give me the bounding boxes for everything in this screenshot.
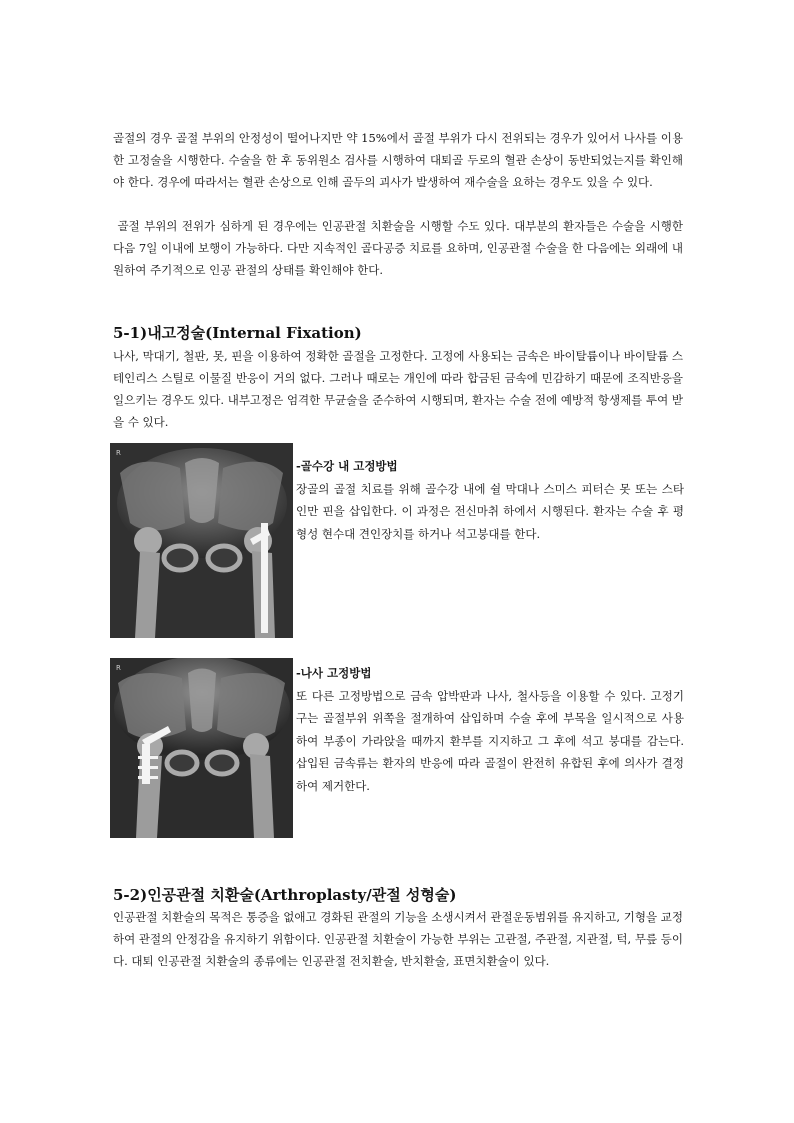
method-2-subtitle: -나사 고정방법 (296, 666, 372, 680)
intro-paragraph-2: 골절 부위의 전위가 심하게 된 경우에는 인공관절 치환술을 시행할 수도 있다. 대부분의 환자들은 수술을 시행한 다음 7일 이내에 보행이 가능하다. 다만 지속적인 골다공증 치료를 요하며, 인공관절 수술을 한 다음에는 외래에 내원하여 주기적으로 인공 관절의 상태를 확인해야 한다. (113, 219, 687, 277)
method-2-text: 또 다른 고정방법으로 금속 압박판과 나사, 철사등을 이용할 수 있다. 고정기구는 골절부위 위쪽을 절개하여 삽입하며 수술 후에 부목을 일시적으로 사용하여 부종이 가라앉을 때까지 환부를 지지하고 그 후에 석고 붕대를 감는다. 삽입된 금속류는 환자의 반응에 따라 골절이 완전히 유합된 후에 의사가 결정하여 제거한다. (296, 688, 684, 793)
intro-paragraph-1: 골절의 경우 골절 부위의 안정성이 떨어나지만 약 15%에서 골절 부위가 다시 전위되는 경우가 있어서 나사를 이용한 고정술을 시행한다. 수술을 한 후 동위원소 검사를 시행하여 대퇴골 두로의 혈관 손상이 동반되었는지를 확인해야 한다. 경우에 따라서는 혈관 손상으로 인해 골두의 괴사가 발생하여 재수술을 요하는 경우도 있을 수 있다. (113, 131, 683, 189)
section-1-title: 5-1)내고정술(Internal Fixation) (113, 324, 362, 342)
section-2-title: 5-2)인공관절 치환술(Arthroplasty/관절 성형술) (113, 886, 457, 904)
method-2-block (296, 662, 684, 797)
method-1-subtitle: -골수강 내 고정방법 (296, 459, 398, 473)
method-1-text: 장골의 골절 치료를 위해 골수강 내에 쉴 막대나 스미스 피터슨 못 또는 스타인만 핀을 삽입한다. 이 과정은 전신마취 하에서 시행된다. 환자는 수술 후 평형성 현수대 견인장치를 하거나 석고붕대를 한다. (296, 481, 684, 541)
section-2-body: 인공관절 치환술의 목적은 통증을 없애고 경화된 관절의 기능을 소생시켜서 관절운동범위를 유지하고, 기형을 교정하여 관절의 안정감을 유지하기 위함이다. 인공관절 치환술이 가능한 부위는 고관절, 주관절, 지관절, 턱, 무릎 등이다. 대퇴 인공관절 치환술의 종류에는 인공관절 전치환술, 반치환술, 표면치환술이 있다. (113, 910, 683, 968)
xray-image-screw-plate (110, 658, 293, 838)
xray-image-intramedullary (110, 443, 293, 638)
svg-text:R: R (116, 664, 121, 672)
svg-text:R: R (116, 449, 121, 457)
method-1-block (296, 455, 684, 545)
section-1-body: 나사, 막대기, 철판, 못, 핀을 이용하여 정확한 골절을 고정한다. 고정에 사용되는 금속은 바이탈륨이나 바이탈륨 스테인리스 스틸로 이물질 반응이 거의 없다. 그러나 때로는 개인에 따라 합금된 금속에 민감하기 때문에 조직반응을 일으키는 경우도 있다. 내부고정은 엄격한 무균술을 준수하여 시행되며, 환자는 수술 전에 예방적 항생제를 투여 받을 수 있다. (113, 349, 687, 429)
